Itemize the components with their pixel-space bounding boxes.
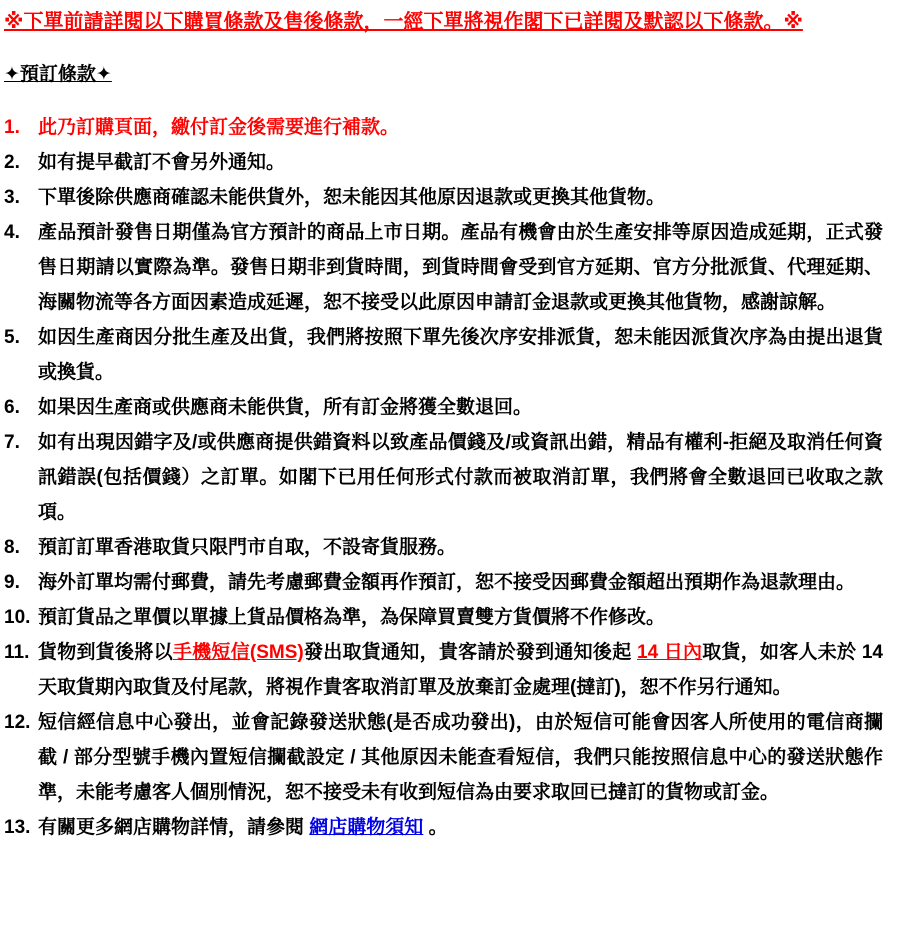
term-text bbox=[38, 817, 448, 838]
term-text: 產品預計發售日期僅為官方預計的商品上市日期。產品有機會由於生產安排等原因造成延期，正式發售日期請以實際為準。發售日期非到貨時間，到貨時間會受到官方延期、官方分批派貨、代理延期、海關物流等各方面因素造成延遲，恕不接受以此原因申請訂金退款或更換其他貨物，感謝諒解。 bbox=[38, 222, 883, 313]
term-number: 11. bbox=[4, 642, 30, 663]
term-number: 1. bbox=[4, 117, 20, 138]
term-item-3 bbox=[4, 180, 883, 215]
term-number: 9. bbox=[4, 572, 20, 593]
term-item-13 bbox=[4, 810, 883, 845]
term-text-segment: 有關更多網店購物詳情，請參閱 bbox=[38, 817, 310, 838]
term-text: 如果因生產商或供應商未能供貨，所有訂金將獲全數退回。 bbox=[38, 397, 533, 418]
purchase-notice-title: ※下單前請詳閱以下購買條款及售後條款，一經下單將視作閣下已詳閱及默認以下條款。※ bbox=[4, 11, 803, 33]
term-text-segment: 發出取貨通知，貴客請於發到通知後起 bbox=[303, 642, 638, 663]
term-item-4 bbox=[4, 215, 883, 320]
term-number: 6. bbox=[4, 397, 20, 418]
term-item-6 bbox=[4, 390, 883, 425]
term-number: 7. bbox=[4, 432, 20, 453]
term-text: 海外訂單均需付郵費，請先考慮郵費金額再作預訂，恕不接受因郵費金額超出預期作為退款理由。 bbox=[38, 572, 856, 593]
term-number: 5. bbox=[4, 327, 20, 348]
term-number: 8. bbox=[4, 537, 20, 558]
term-item-2 bbox=[4, 145, 883, 180]
term-text: 如因生產商因分批生產及出貨，我們將按照下單先後次序安排派貨，恕未能因派貨次序為由提出退貨或換貨。 bbox=[38, 327, 883, 383]
term-number: 3. bbox=[4, 187, 20, 208]
term-text: 預訂貨品之單價以單據上貨品價格為準，為保障買賣雙方貨價將不作修改。 bbox=[38, 607, 666, 628]
term-text: 短信經信息中心發出，並會記錄發送狀態(是否成功發出)，由於短信可能會因客人所使用的電信商攔截 / 部分型號手機內置短信攔截設定 / 其他原因未能查看短信，我們只能按照信息中心的發送狀態作準，未能考慮客人個別情況，恕不接受未有收到短信為由要求取回已撻訂的貨物或訂金。 bbox=[38, 712, 883, 803]
term-number: 13. bbox=[4, 817, 31, 838]
term-text: 如有提早截訂不會另外通知。 bbox=[38, 152, 286, 173]
term-text: 預訂訂單香港取貨只限門市自取，不設寄貨服務。 bbox=[38, 537, 457, 558]
term-text bbox=[38, 642, 883, 698]
term-item-7 bbox=[4, 425, 883, 530]
term-item-11 bbox=[4, 635, 883, 705]
term-item-12 bbox=[4, 705, 883, 810]
term-item-8 bbox=[4, 530, 883, 565]
pickup-deadline-highlight: 14 日內 bbox=[637, 642, 703, 663]
term-text: 下單後除供應商確認未能供貨外，恕未能因其他原因退款或更換其他貨物。 bbox=[38, 187, 666, 208]
preorder-terms-heading: ✦預訂條款✦ bbox=[4, 64, 112, 85]
term-number: 4. bbox=[4, 222, 20, 243]
term-item-1 bbox=[4, 110, 883, 145]
shop-guide-link[interactable]: 網店購物須知 bbox=[309, 817, 424, 838]
term-number: 2. bbox=[4, 152, 20, 173]
terms-list bbox=[4, 110, 883, 845]
sms-notice-highlight: 手機短信(SMS) bbox=[172, 642, 304, 663]
term-item-9 bbox=[4, 565, 883, 600]
term-number: 12. bbox=[4, 712, 31, 733]
term-text: 如有出現因錯字及/或供應商提供錯資料以致產品價錢及/或資訊出錯，精品有權利-拒絕及取消任何資訊錯誤(包括價錢）之訂單。如閣下已用任何形式付款而被取消訂單，我們將會全數退回已收取之款項。 bbox=[38, 432, 883, 523]
term-number: 10. bbox=[4, 607, 31, 628]
term-text-segment: 取貨，如客人未於 14 天取貨期內取貨及付尾款，將視作貴客取消訂單及放棄訂金處理(撻訂)，恕不作另行通知。 bbox=[38, 642, 883, 698]
term-text-segment: 貨物到貨後將以 bbox=[38, 642, 173, 663]
term-text: 此乃訂購頁面，繳付訂金後需要進行補款。 bbox=[38, 117, 400, 138]
term-text-segment: 。 bbox=[423, 817, 448, 838]
term-item-5 bbox=[4, 320, 883, 390]
term-item-10 bbox=[4, 600, 883, 635]
